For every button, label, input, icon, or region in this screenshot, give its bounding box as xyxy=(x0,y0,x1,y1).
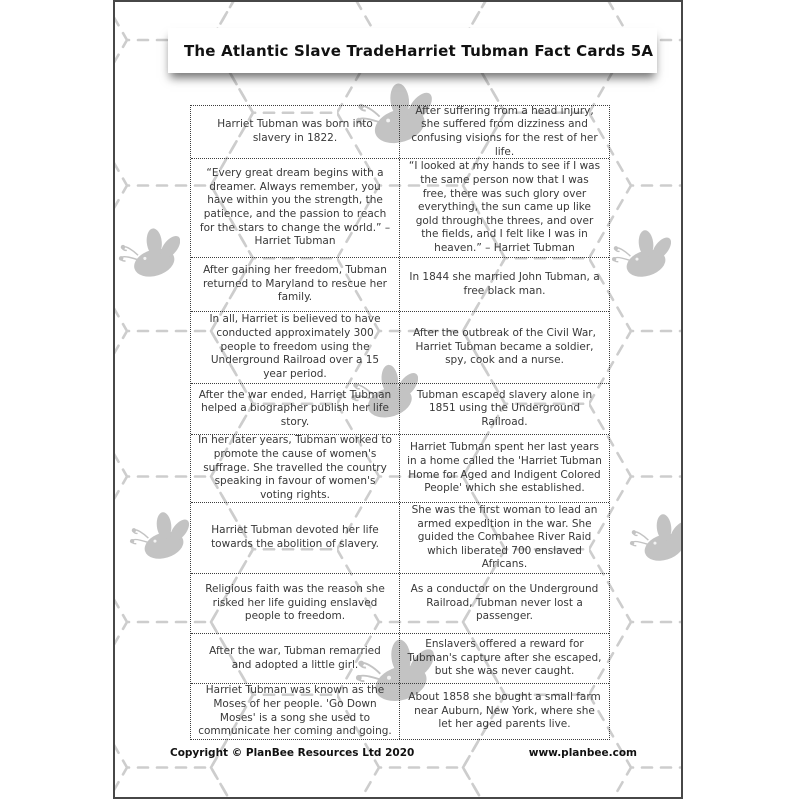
page-title-topic: The Atlantic Slave Trade xyxy=(184,41,395,60)
fact-card-right: Tubman escaped slavery alone in 1851 using the Underground Railroad. xyxy=(416,388,593,428)
fact-card-row xyxy=(191,383,609,434)
fact-card-right: “I looked at my hands to see if I was the same person now that I was free, there was such glory over everything, the sun came up like gold through the threes, and over the fields, and I felt like I was in heaven.” – Harriet Tubman xyxy=(408,160,601,255)
fact-card-row xyxy=(191,158,609,257)
fact-card-right: She was the first woman to lead an armed expedition in the war. She guided the Combahee River Raid which liberated 700 enslaved Africans. xyxy=(411,503,598,571)
bee-icon xyxy=(127,508,189,561)
fact-card-row xyxy=(191,633,609,683)
fact-card-right: As a conductor on the Underground Railroad, Tubman never lost a passenger. xyxy=(410,583,599,623)
fact-card-right: Harriet Tubman spent her last years in a home called the 'Harriet Tubman Home for Aged and Indigent Colored People' which she established. xyxy=(407,441,602,495)
fact-card-row xyxy=(191,573,609,633)
page-footer xyxy=(170,747,637,759)
fact-card-row xyxy=(191,257,609,311)
fact-card-right: In 1844 she married John Tubman, a free black man. xyxy=(409,270,600,297)
fact-card-left: Harriet Tubman devoted her life towards the abolition of slavery. xyxy=(191,503,400,573)
fact-card-right: After suffering from a head injury, she suffered from dizziness and confusing visions for the rest of her life. xyxy=(411,106,598,158)
header-band xyxy=(168,28,657,73)
fact-card-left: In her later years, Tubman worked to promote the cause of women's suffrage. She travelled the country speaking in favour of women's voting rights. xyxy=(191,435,400,502)
fact-card-left: Religious faith was the reason she risked her life guiding enslaved people to freedom. xyxy=(191,574,400,633)
fact-card-left: “Every great dream begins with a dreamer. Always remember, you have within you the strength, the patience, and the passion to reach for the stars to change the world.” – Harriet Tubman xyxy=(191,159,400,257)
fact-card-left: After gaining her freedom, Tubman returned to Maryland to rescue her family. xyxy=(191,258,400,311)
worksheet-page xyxy=(113,0,683,799)
fact-card-right: After the outbreak of the Civil War, Harriet Tubman became a soldier, spy, cook and a nurse. xyxy=(413,327,596,367)
bee-icon xyxy=(627,510,683,563)
fact-card-row xyxy=(191,106,609,158)
bee-icon xyxy=(609,226,671,279)
fact-card-left: Harriet Tubman was known as the Moses of her people. 'Go Down Moses' is a song she used to communicate her coming and going. xyxy=(191,684,400,739)
fact-card-row xyxy=(191,502,609,573)
page-title-resource: Harriet Tubman Fact Cards 5A xyxy=(394,41,654,60)
fact-card-right: About 1858 she bought a small farm near Auburn, New York, where she let her aged parents live. xyxy=(408,691,601,731)
website-text: www.planbee.com xyxy=(528,747,637,759)
fact-card-left: In all, Harriet is believed to have conducted approximately 300 people to freedom using the Underground Railroad over a 15 year period. xyxy=(191,312,400,383)
copyright-text: Copyright © PlanBee Resources Ltd 2020 xyxy=(170,747,415,759)
fact-card-right: Enslavers offered a reward for Tubman's capture after she escaped, but she was never caught. xyxy=(407,638,602,678)
fact-card-row xyxy=(191,434,609,502)
bee-icon xyxy=(116,224,180,279)
fact-card-row xyxy=(191,311,609,383)
fact-card-row xyxy=(191,683,609,739)
fact-card-left: Harriet Tubman was born into slavery in 1822. xyxy=(191,106,400,158)
fact-card-left: After the war ended, Harriet Tubman helped a biographer publish her life story. xyxy=(191,384,400,434)
fact-cards-table xyxy=(190,105,610,740)
fact-card-left: After the war, Tubman remarried and adopted a little girl. xyxy=(191,634,400,683)
